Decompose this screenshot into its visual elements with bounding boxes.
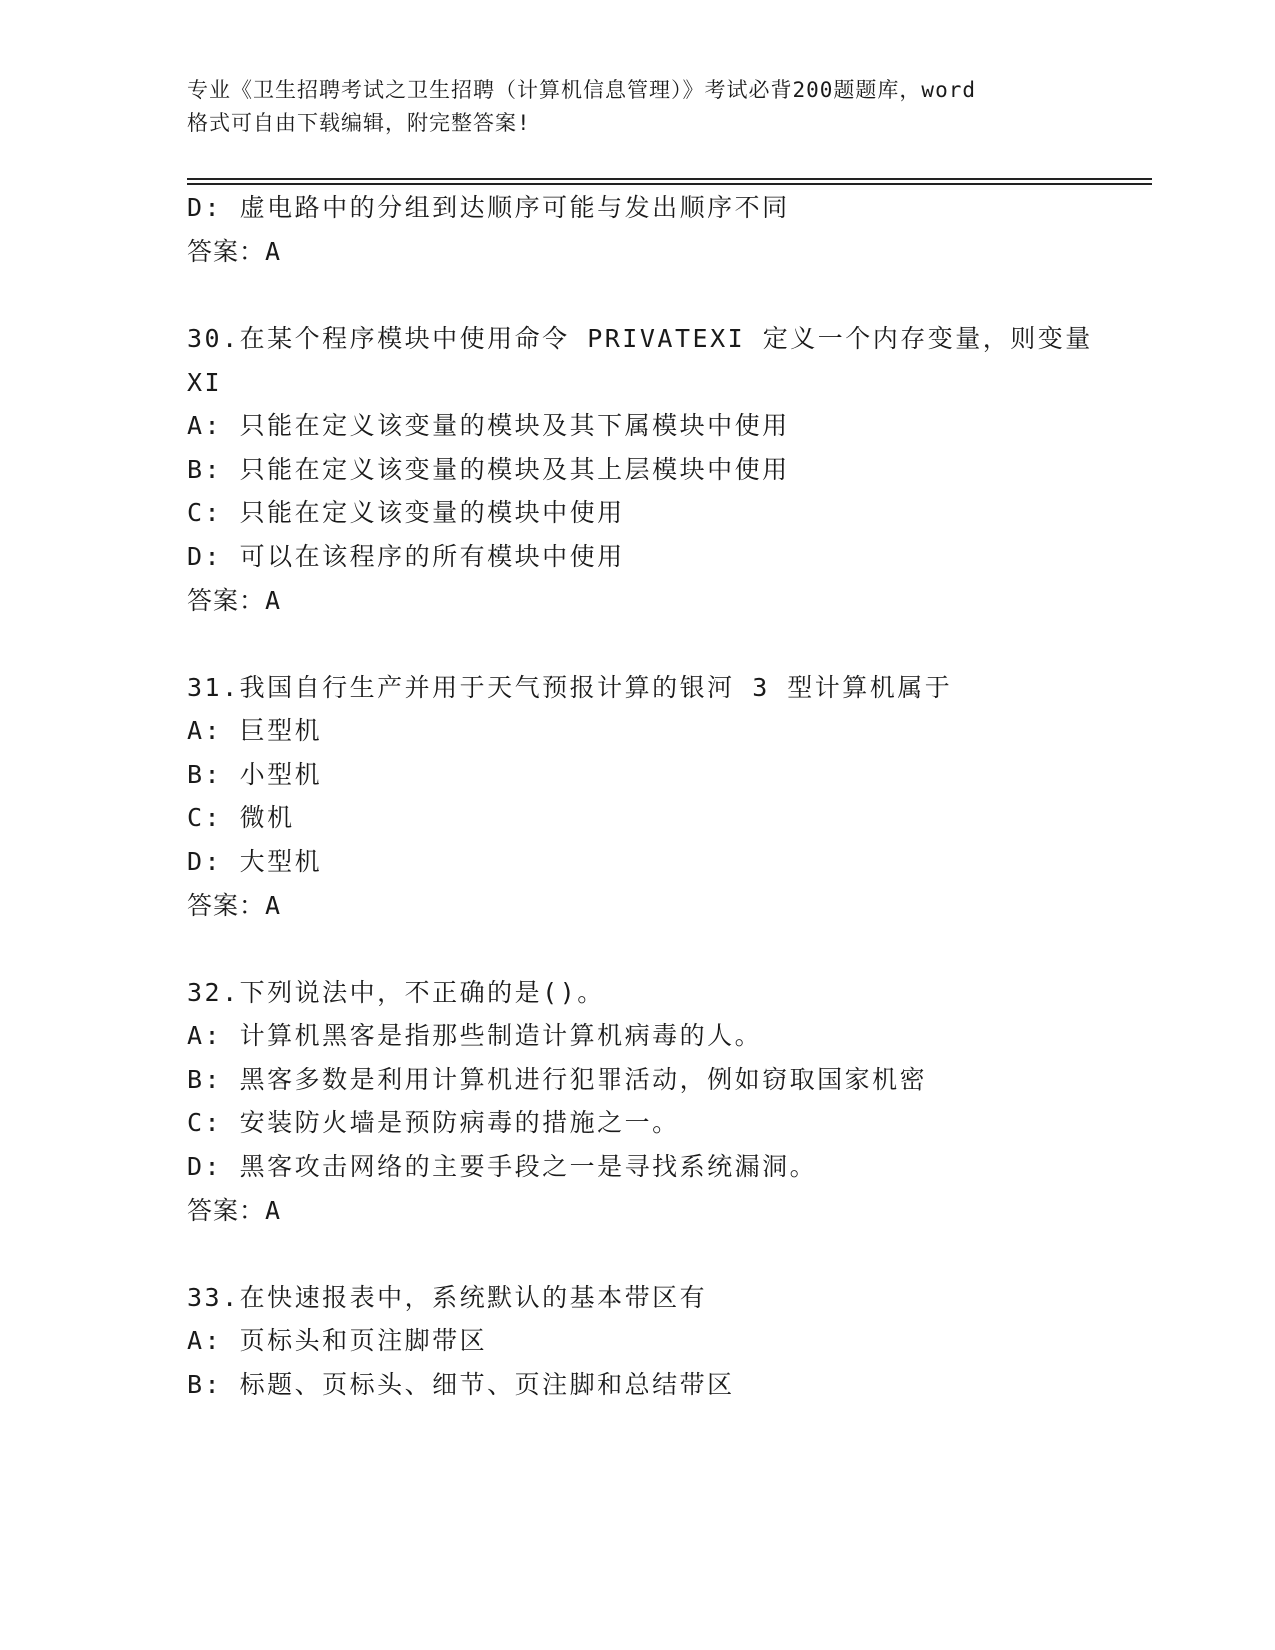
header-divider-bottom: [187, 183, 1152, 185]
q33-stem: 33.在快速报表中，系统默认的基本带区有: [187, 1283, 708, 1312]
q30-answer: 答案：A: [187, 586, 282, 615]
q31-stem: 31.我国自行生产并用于天气预报计算的银河 3 型计算机属于: [187, 673, 953, 702]
q31-option-c: C: 微机: [187, 803, 295, 832]
prev-answer: 答案：A: [187, 237, 282, 266]
q32-option-c: C: 安装防火墙是预防病毒的措施之一。: [187, 1108, 680, 1137]
q32-option-b: B: 黑客多数是利用计算机进行犯罪活动，例如窃取国家机密: [187, 1065, 928, 1094]
q30-stem-line-2: XI: [187, 368, 223, 397]
q31-option-a: A: 巨型机: [187, 716, 323, 745]
q32-answer: 答案：A: [187, 1196, 282, 1225]
q30-option-a: A: 只能在定义该变量的模块及其下属模块中使用: [187, 411, 790, 440]
header-line-2: 格式可自由下载编辑，附完整答案!: [187, 111, 531, 135]
q32-option-d: D: 黑客攻击网络的主要手段之一是寻找系统漏洞。: [187, 1152, 818, 1181]
header-line-1: 专业《卫生招聘考试之卫生招聘（计算机信息管理）》考试必背200题题库，word: [187, 78, 976, 102]
header-divider-top: [187, 178, 1152, 180]
q31-answer: 答案：A: [187, 891, 282, 920]
q31-option-b: B: 小型机: [187, 760, 323, 789]
q32-stem: 32.下列说法中，不正确的是()。: [187, 978, 605, 1007]
q30-option-c: C: 只能在定义该变量的模块中使用: [187, 498, 625, 527]
q30-option-b: B: 只能在定义该变量的模块及其上层模块中使用: [187, 455, 790, 484]
prev-option-d: D: 虚电路中的分组到达顺序可能与发出顺序不同: [187, 193, 790, 222]
q32-option-a: A: 计算机黑客是指那些制造计算机病毒的人。: [187, 1021, 763, 1050]
q33-option-a: A: 页标头和页注脚带区: [187, 1326, 488, 1355]
document-header: [187, 74, 1087, 140]
q33-option-b: B: 标题、页标头、细节、页注脚和总结带区: [187, 1370, 735, 1399]
q31-option-d: D: 大型机: [187, 847, 323, 876]
q30-option-d: D: 可以在该程序的所有模块中使用: [187, 542, 625, 571]
q30-stem-line-1: 30.在某个程序模块中使用命令 PRIVATEXI 定义一个内存变量，则变量: [187, 324, 1093, 353]
